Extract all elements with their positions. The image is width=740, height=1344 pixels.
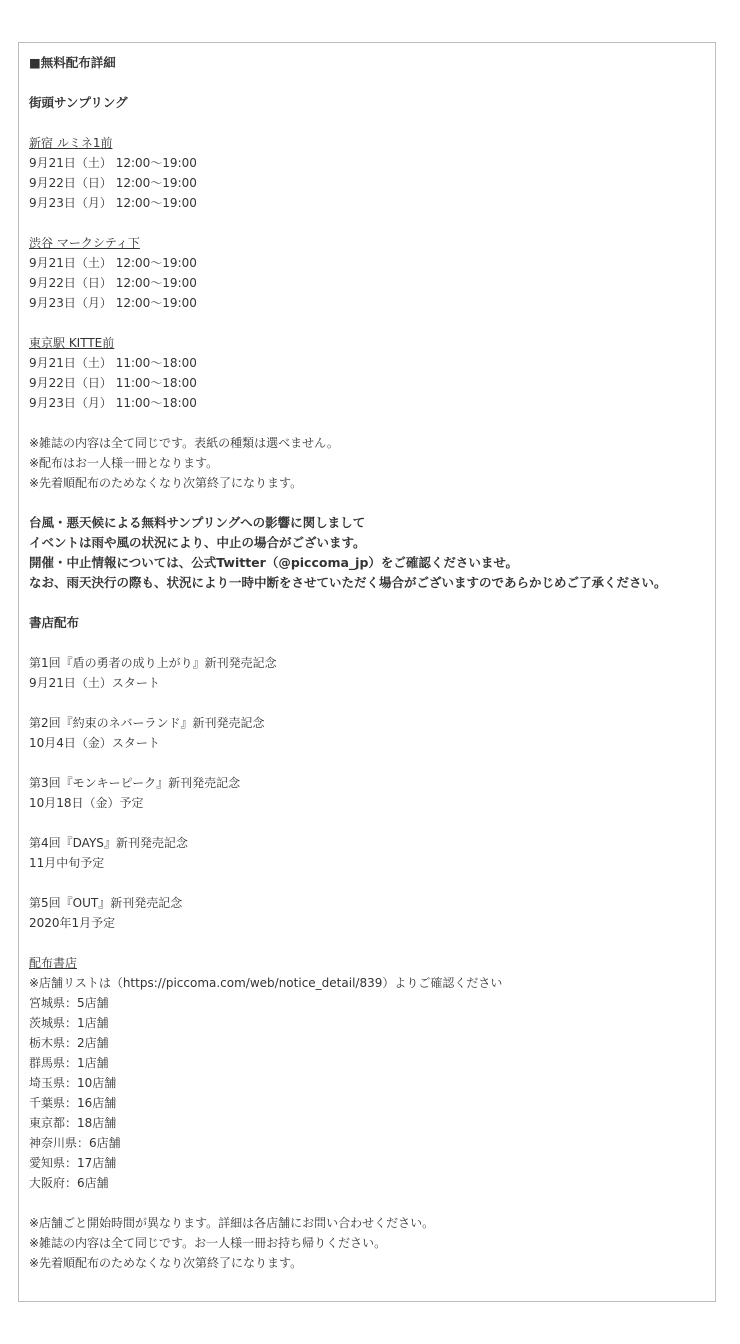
spacer [29,213,705,233]
round-date: 2020年1月予定 [29,916,116,930]
weather-warning-line: 開催・中止情報については、公式Twitter（@piccoma_jp）をご確認くださいませ。 [29,555,519,570]
location-name-shinjuku: 新宿 ルミネ1前 [29,136,113,150]
store-note: ※店舗ごと開始時間が異なります。詳細は各店舗にお問い合わせください。 [29,1216,435,1230]
round-date: 9月21日（土）スタート [29,676,160,690]
spacer [29,413,705,433]
store-list-note: ※店舗リストは（https://piccoma.com/web/notice_detail/839）よりご確認ください [29,976,503,990]
prefecture-count: 群馬県：1店舗 [29,1056,109,1070]
spacer [29,73,705,93]
location-date: 9月22日（日） 12:00～19:00 [29,276,197,290]
round-date: 11月中旬予定 [29,856,105,870]
spacer [29,1193,705,1213]
round-title: 第5回『OUT』新刊発売記念 [29,896,183,910]
weather-warning-line: 台風・悪天候による無料サンプリングへの影響に関しまして [29,515,366,530]
location-date: 9月21日（土） 12:00～19:00 [29,256,197,270]
street-note: ※先着順配布のためなくなり次第終了になります。 [29,476,303,490]
spacer [29,693,705,713]
prefecture-count: 東京都：18店舗 [29,1116,117,1130]
round-title: 第4回『DAYS』新刊発売記念 [29,836,188,850]
notice-content-box [18,42,716,1302]
store-note: ※先着順配布のためなくなり次第終了になります。 [29,1256,303,1270]
prefecture-count: 埼玉県：10店舗 [29,1076,117,1090]
spacer [29,313,705,333]
round-title: 第1回『盾の勇者の成り上がり』新刊発売記念 [29,656,277,670]
street-note: ※配布はお一人様一冊となります。 [29,456,219,470]
location-date: 9月23日（月） 12:00～19:00 [29,296,197,310]
location-name-tokyo-station: 東京駅 KITTE前 [29,336,115,350]
location-date: 9月22日（日） 12:00～19:00 [29,176,197,190]
store-list-heading: 配布書店 [29,956,78,970]
spacer [29,113,705,133]
prefecture-count: 栃木県：2店舗 [29,1036,109,1050]
location-name-shibuya: 渋谷 マークシティ下 [29,236,140,250]
weather-warning-line: なお、雨天決行の際も、状況により一時中断をさせていただく場合がございますのであらかじめご了承ください。 [29,575,667,590]
spacer [29,933,705,953]
round-date: 10月4日（金）スタート [29,736,160,750]
prefecture-count: 茨城県：1店舗 [29,1016,109,1030]
location-date: 9月23日（月） 12:00～19:00 [29,196,197,210]
prefecture-count: 神奈川県：6店舗 [29,1136,121,1150]
street-sampling-heading: 街頭サンプリング [29,95,128,110]
prefecture-count: 千葉県：16店舗 [29,1096,117,1110]
prefecture-count: 大阪府：6店舗 [29,1176,109,1190]
store-note: ※雑誌の内容は全て同じです。お一人様一冊お持ち帰りください。 [29,1236,387,1250]
store-distribution-heading: 書店配布 [29,615,80,630]
spacer [29,813,705,833]
prefecture-count: 宮城県：5店舗 [29,996,109,1010]
weather-warning-line: イベントは雨や風の状況により、中止の場合がございます。 [29,535,366,550]
spacer [29,593,705,613]
section-title: ■無料配布詳細 [29,55,116,70]
round-title: 第3回『モンキーピーク』新刊発売記念 [29,776,241,790]
round-date: 10月18日（金）予定 [29,796,144,810]
spacer [29,753,705,773]
location-date: 9月23日（月） 11:00～18:00 [29,396,197,410]
spacer [29,493,705,513]
location-date: 9月21日（土） 12:00～19:00 [29,156,197,170]
spacer [29,633,705,653]
street-note: ※雑誌の内容は全て同じです。表紙の種類は選べません。 [29,436,339,450]
location-date: 9月22日（日） 11:00～18:00 [29,376,197,390]
prefecture-count: 愛知県：17店舗 [29,1156,117,1170]
round-title: 第2回『約束のネバーランド』新刊発売記念 [29,716,265,730]
spacer [29,873,705,893]
location-date: 9月21日（土） 11:00～18:00 [29,356,197,370]
